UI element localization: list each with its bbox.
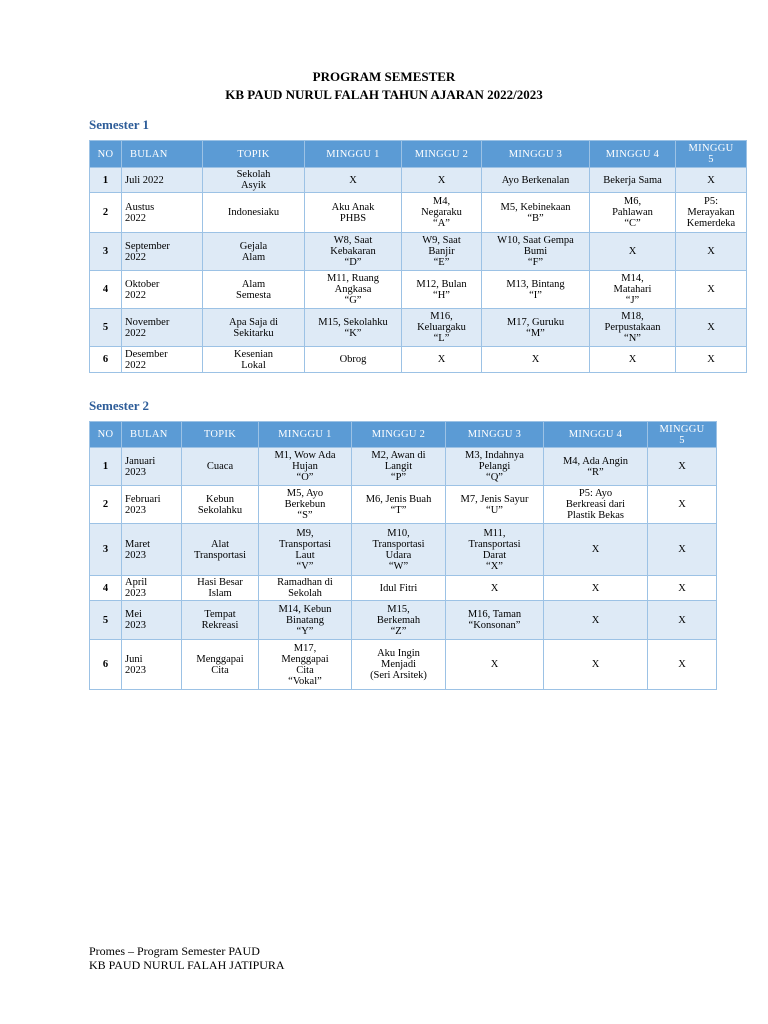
semester-1-table [89, 140, 747, 373]
cell-topik: Kesenian Lokal [203, 347, 305, 373]
cell-no: 1 [90, 168, 122, 193]
document-title: PROGRAM SEMESTER [312, 69, 456, 84]
cell-no: 4 [90, 271, 122, 309]
header-row [90, 422, 717, 448]
header-minggu-3: MINGGU 3 [482, 141, 590, 168]
cell-minggu-3: W10, Saat Gempa Bumi “F” [482, 233, 590, 271]
footer-line-2: KB PAUD NURUL FALAH JATIPURA [89, 958, 285, 972]
cell-minggu-3: M17, Guruku “M” [482, 309, 590, 347]
cell-no: 1 [90, 448, 122, 486]
header-minggu-4: MINGGU 4 [590, 141, 676, 168]
cell-no: 2 [90, 193, 122, 233]
cell-no: 3 [90, 524, 122, 576]
cell-minggu-1: M14, Kebun Binatang “Y” [259, 601, 352, 640]
cell-minggu-2: W9, Saat Banjir “E” [402, 233, 482, 271]
cell-topik: Alam Semesta [203, 271, 305, 309]
cell-minggu-5: X [676, 233, 747, 271]
cell-minggu-3: M3, Indahnya Pelangi “Q” [446, 448, 544, 486]
header-minggu-2: MINGGU 2 [352, 422, 446, 448]
cell-no: 2 [90, 486, 122, 524]
cell-bulan: Oktober 2022 [122, 271, 203, 309]
table-row [90, 640, 717, 690]
cell-minggu-1: Ramadhan di Sekolah [259, 576, 352, 601]
cell-minggu-5: X [648, 601, 717, 640]
table-row [90, 233, 747, 271]
cell-topik: Gejala Alam [203, 233, 305, 271]
cell-bulan: April 2023 [122, 576, 182, 601]
table-row [90, 271, 747, 309]
header-bulan: BULAN [122, 141, 203, 168]
cell-minggu-2: M12, Bulan “H” [402, 271, 482, 309]
cell-minggu-4: X [544, 640, 648, 690]
cell-minggu-2: X [402, 168, 482, 193]
cell-minggu-4: X [590, 347, 676, 373]
cell-no: 5 [90, 309, 122, 347]
table-row [90, 309, 747, 347]
cell-minggu-5: X [648, 524, 717, 576]
cell-minggu-5: X [676, 271, 747, 309]
header-topik: TOPIK [203, 141, 305, 168]
cell-no: 6 [90, 640, 122, 690]
header-bulan: BULAN [122, 422, 182, 448]
cell-bulan: Juni 2023 [122, 640, 182, 690]
cell-minggu-2: M6, Jenis Buah “T” [352, 486, 446, 524]
cell-minggu-3: M16, Taman “Konsonan” [446, 601, 544, 640]
cell-minggu-5: X [676, 309, 747, 347]
cell-bulan: Austus 2022 [122, 193, 203, 233]
table-row [90, 601, 717, 640]
cell-minggu-2: X [402, 347, 482, 373]
cell-minggu-3: M7, Jenis Sayur “U” [446, 486, 544, 524]
cell-minggu-1: Obrog [305, 347, 402, 373]
cell-minggu-1: M17, Menggapai Cita “Vokal” [259, 640, 352, 690]
header-row [90, 141, 747, 168]
cell-no: 3 [90, 233, 122, 271]
header-minggu-1: MINGGU 1 [305, 141, 402, 168]
cell-topik: Menggapai Cita [182, 640, 259, 690]
cell-minggu-2: Idul Fitri [352, 576, 446, 601]
cell-minggu-3: X [446, 576, 544, 601]
cell-minggu-1: M11, Ruang Angkasa “G” [305, 271, 402, 309]
header-minggu-1: MINGGU 1 [259, 422, 352, 448]
cell-minggu-1: M5, Ayo Berkebun “S” [259, 486, 352, 524]
cell-minggu-4: M18, Perpustakaan “N” [590, 309, 676, 347]
table-row [90, 486, 717, 524]
cell-minggu-3: M11, Transportasi Darat “X” [446, 524, 544, 576]
cell-minggu-1: Aku Anak PHBS [305, 193, 402, 233]
table-row [90, 168, 747, 193]
cell-minggu-4: X [544, 601, 648, 640]
footer-line-1: Promes – Program Semester PAUD [89, 944, 260, 958]
cell-minggu-5: P5: Merayakan Kemerdeka [676, 193, 747, 233]
cell-bulan: Juli 2022 [122, 168, 203, 193]
document-subtitle: KB PAUD NURUL FALAH TAHUN AJARAN 2022/2023 [225, 87, 543, 102]
header-minggu-5: MINGGU 5 [648, 422, 717, 448]
table-row [90, 347, 747, 373]
cell-minggu-4: Bekerja Sama [590, 168, 676, 193]
header-minggu-4: MINGGU 4 [544, 422, 648, 448]
cell-bulan: Maret 2023 [122, 524, 182, 576]
cell-minggu-4: M6, Pahlawan “C” [590, 193, 676, 233]
cell-no: 4 [90, 576, 122, 601]
cell-minggu-4: M4, Ada Angin “R” [544, 448, 648, 486]
cell-minggu-4: X [544, 524, 648, 576]
cell-minggu-5: X [648, 448, 717, 486]
semester-2-table [89, 421, 717, 690]
table-row [90, 448, 717, 486]
cell-minggu-3: M5, Kebinekaan “B” [482, 193, 590, 233]
cell-minggu-1: X [305, 168, 402, 193]
cell-minggu-3: Ayo Berkenalan [482, 168, 590, 193]
cell-minggu-1: M1, Wow Ada Hujan “O” [259, 448, 352, 486]
cell-no: 5 [90, 601, 122, 640]
header-topik: TOPIK [182, 422, 259, 448]
cell-minggu-3: M13, Bintang “I” [482, 271, 590, 309]
table-row [90, 193, 747, 233]
cell-bulan: Februari 2023 [122, 486, 182, 524]
cell-minggu-5: X [648, 576, 717, 601]
cell-minggu-2: M2, Awan di Langit “P” [352, 448, 446, 486]
cell-no: 6 [90, 347, 122, 373]
cell-topik: Kebun Sekolahku [182, 486, 259, 524]
cell-minggu-2: M15, Berkemah “Z” [352, 601, 446, 640]
cell-minggu-4: X [544, 576, 648, 601]
semester-1-heading: Semester 1 [89, 117, 150, 132]
header-minggu-3: MINGGU 3 [446, 422, 544, 448]
cell-bulan: Mei 2023 [122, 601, 182, 640]
cell-minggu-5: X [648, 486, 717, 524]
cell-minggu-2: M16, Keluargaku “L” [402, 309, 482, 347]
header-no: NO [90, 141, 122, 168]
cell-topik: Apa Saja di Sekitarku [203, 309, 305, 347]
cell-minggu-4: X [590, 233, 676, 271]
table-row [90, 576, 717, 601]
cell-minggu-5: X [648, 640, 717, 690]
cell-minggu-1: M9, Transportasi Laut “V” [259, 524, 352, 576]
cell-minggu-1: W8, Saat Kebakaran “D” [305, 233, 402, 271]
cell-minggu-2: M10, Transportasi Udara “W” [352, 524, 446, 576]
cell-topik: Hasi Besar Islam [182, 576, 259, 601]
cell-minggu-4: P5: Ayo Berkreasi dari Plastik Bekas [544, 486, 648, 524]
cell-bulan: November 2022 [122, 309, 203, 347]
cell-bulan: Januari 2023 [122, 448, 182, 486]
cell-bulan: September 2022 [122, 233, 203, 271]
cell-topik: Cuaca [182, 448, 259, 486]
cell-minggu-3: X [482, 347, 590, 373]
cell-topik: Alat Transportasi [182, 524, 259, 576]
header-no: NO [90, 422, 122, 448]
table-row [90, 524, 717, 576]
cell-minggu-3: X [446, 640, 544, 690]
cell-minggu-4: M14, Matahari “J” [590, 271, 676, 309]
cell-minggu-2: M4, Negaraku “A” [402, 193, 482, 233]
header-minggu-5: MINGGU 5 [676, 141, 747, 168]
cell-topik: Sekolah Asyik [203, 168, 305, 193]
cell-minggu-5: X [676, 347, 747, 373]
cell-minggu-5: X [676, 168, 747, 193]
semester-2-heading: Semester 2 [89, 398, 150, 413]
header-minggu-2: MINGGU 2 [402, 141, 482, 168]
cell-minggu-2: Aku Ingin Menjadi (Seri Arsitek) [352, 640, 446, 690]
cell-topik: Indonesiaku [203, 193, 305, 233]
cell-minggu-1: M15, Sekolahku “K” [305, 309, 402, 347]
cell-bulan: Desember 2022 [122, 347, 203, 373]
cell-topik: Tempat Rekreasi [182, 601, 259, 640]
